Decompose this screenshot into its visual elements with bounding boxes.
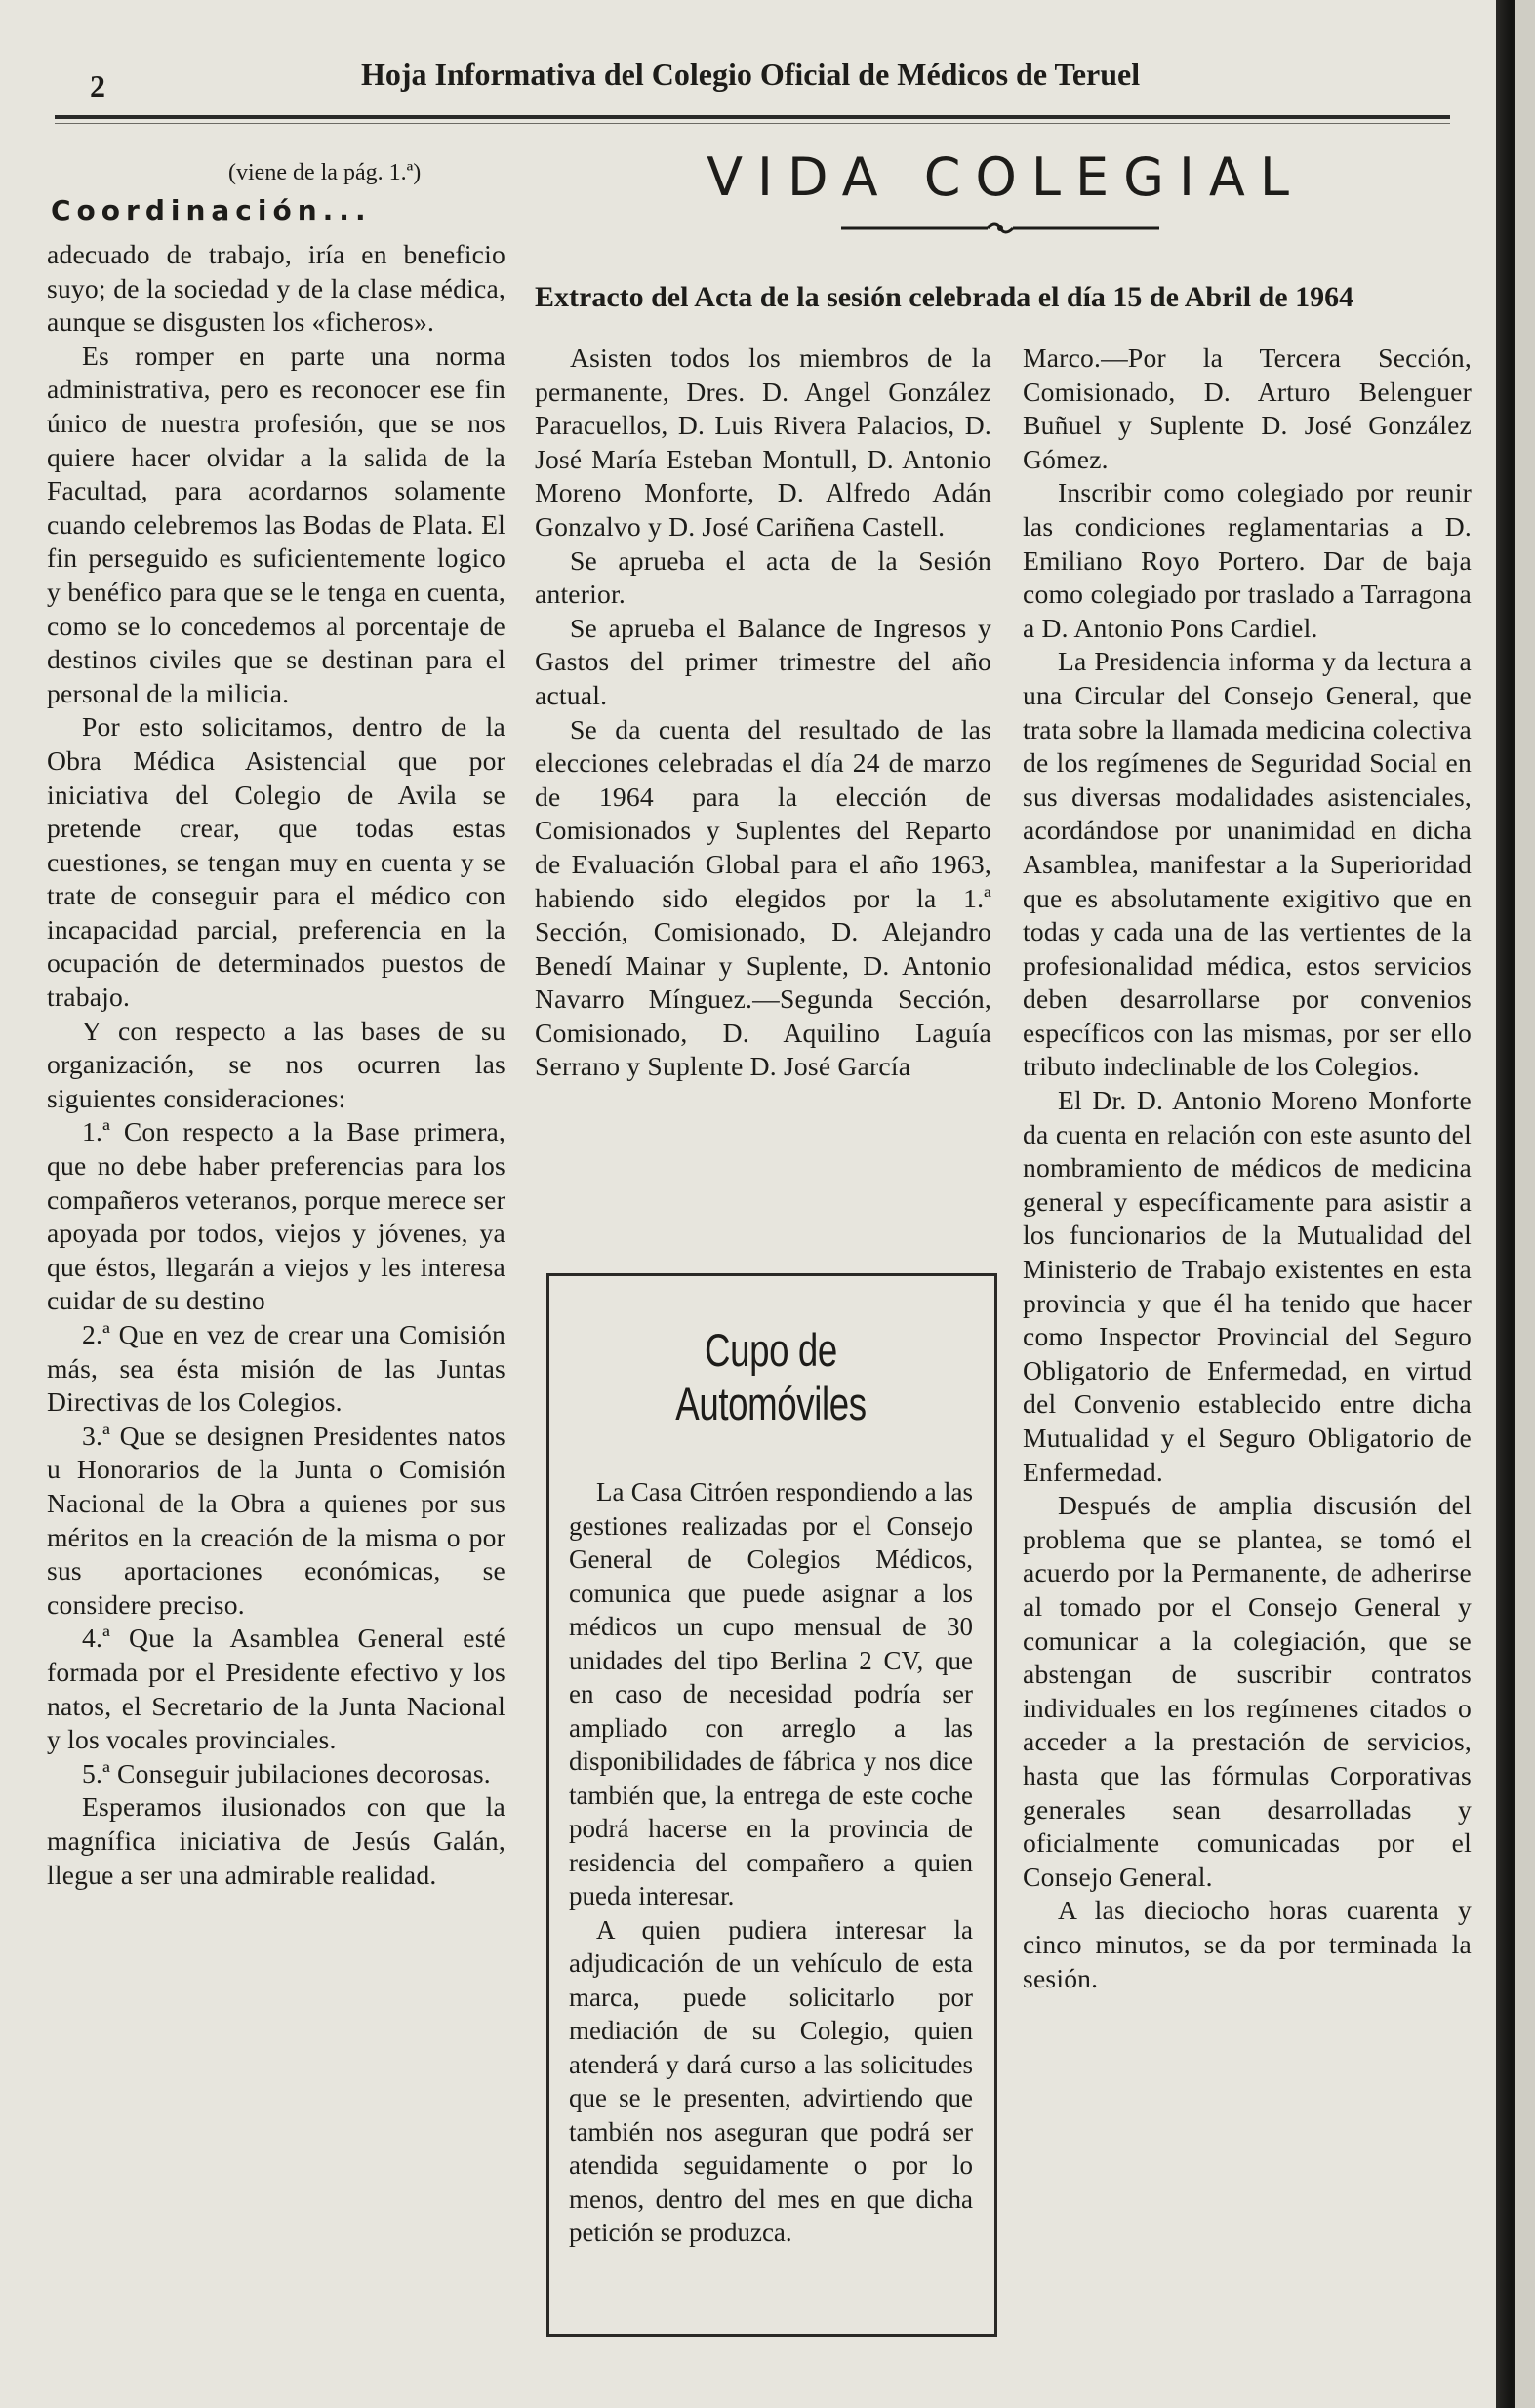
paragraph: Se da cuenta del resultado de las elecciones celebradas el día 24 de marzo de 1964 para la elección de Comisionados y Suplentes del Reparto de Evaluación Global para el año 1963, habiendo sido elegidos por la 1.ª Sección, Comisionado, D. Alejandro Benedí Mainar y Suplente, D. Antonio Navarro Mínguez.—Segunda Sección, Comisionado, D. Aquilino Laguía Serrano y Suplente D. José García	[535, 713, 991, 1082]
paragraph: Inscribir como colegiado por reunir las condiciones reglamentarias a D. Emiliano Royo Portero. Dar de baja como colegiado por traslado a Tarragona a D. Antonio Pons Cardiel.	[1023, 477, 1472, 643]
paragraph: A las dieciocho horas cuarenta y cinco minutos, se da por terminada la sesión.	[1023, 1895, 1472, 1993]
paragraph: 2.ª Que en vez de crear una Comisión más, sea ésta misión de las Juntas Directivas de los Colegios.	[47, 1319, 505, 1418]
continued-note: (viene de la pág. 1.ª)	[228, 160, 422, 185]
page-number: 2	[90, 68, 105, 103]
paragraph: Esperamos ilusionados con que la magnífica iniciativa de Jesús Galán, llegue a ser una admirable realidad.	[47, 1791, 505, 1890]
paragraph: Se aprueba el acta de la Sesión anterior.	[535, 544, 991, 610]
paragraph: 4.ª Que la Asamblea General esté formada por el Presidente efectivo y los natos, el Secretario de la Junta Nacional y los vocales provinciales.	[47, 1623, 505, 1755]
paragraph: Después de amplia discusión del problema que se plantea, se tomó el acuerdo por la Permanente, de adherirse al tomado por el Consejo General y comunicar a la colegiación, que se abstengan de suscribir contratos individuales en los regímenes citados o acceder a la prestación de servicios, hasta que las fórmulas Corporativas generales sean desarrolladas y oficialmente comunicadas por el Consejo General.	[1023, 1490, 1472, 1892]
middle-column	[535, 341, 991, 1084]
paragraph: Es romper en parte una norma administrativa, pero es reconocer ese fin único de nuestra profesión, que se nos quiere hacer olvidar a la salida de la Facultad, para acordarnos solamente cuando celebremos las Bodas de Plata. El fin perseguido es suficientemente logico y benéfico para que se le tenga en cuenta, como se lo concedemos al porcentaje de destinos civiles que se destinan para el personal de la milicia.	[47, 340, 505, 708]
paragraph: Se aprueba el Balance de Ingresos y Gastos del primer trimestre del año actual.	[535, 612, 991, 710]
publication-title: Hoja Informativa del Colegio Oficial de Médicos de Teruel	[361, 57, 1141, 92]
header-rule	[55, 115, 1450, 119]
running-head	[0, 57, 1496, 115]
paragraph: El Dr. D. Antonio Moreno Monforte da cuenta en relación con este asunto del nombramiento de médicos de medicina general y específicamente para asistir a los funcionarios de la Mutualidad del Ministerio de Trabajo existentes en esta provincia y que él ha tenido que hacer como Inspector Provincial del Seguro Obligatorio de Enfermedad, en virtud del Convenio establecido entre dicha Mutualidad y el Seguro Obligatorio de Enfermedad.	[1023, 1085, 1472, 1487]
paragraph: La Casa Citróen respondiendo a las gestiones realizadas por el Consejo General de Colegios Médicos, comunica que puede asignar a los médicos un cupo mensual de 30 unidades del tipo Berlina 2 CV, que en caso de necesidad podría ser ampliado con arreglo a las disponibilidades de fábrica y nos dice también que, la entrega de este coche podrá hacerse en la provincia de residencia del compañero a quien pueda interesar.	[569, 1477, 973, 1910]
box-title: Cupo de Automóviles	[675, 1324, 867, 1429]
left-column	[47, 142, 505, 1892]
cupo-automoviles-box	[546, 1273, 997, 2337]
paragraph: Asisten todos los miembros de la permanente, Dres. D. Angel González Paracuellos, D. Luis Rivera Palacios, D. José María Esteban Montull, D. Antonio Moreno Monforte, D. Alfredo Adán Gonzalvo y D. José Cariñena Castell.	[535, 342, 991, 542]
section-title: VIDA COLEGIAL	[707, 146, 1304, 208]
paragraph: 5.ª Conseguir jubilaciones decorosas.	[82, 1757, 491, 1788]
paragraph: Y con respecto a las bases de su organización, se nos ocurren las siguientes consideraciones:	[47, 1015, 505, 1113]
next-page-edge	[1515, 0, 1535, 2408]
paragraph: adecuado de trabajo, iría en beneficio suyo; de la sociedad y de la clase médica, aunque se disgusten los «ficheros».	[47, 239, 505, 338]
paragraph: Por esto solicitamos, dentro de la Obra Médica Asistencial que por iniciativa del Colegio de Avila se pretende crear, que todas estas cuestiones, se tengan muy en cuenta y se trate de conseguir para el médico con incapacidad parcial, preferencia en la ocupación de determinados puestos de trabajo.	[47, 711, 505, 1013]
paragraph: La Presidencia informa y da lectura a una Circular del Consejo General, que trata sobre la llamada medicina colectiva de los regímenes de Seguridad Social en sus diversas modalidades asistenciales, acordándose por unanimidad en dicha Asamblea, manifestar a la Superioridad que es absolutamente exigitivo que en todas y cada una de las vertientes de la profesionalidad médica, estos servicios deben desarrollarse por convenios específicos con las mismas, por ser ello tributo indeclinable de los Colegios.	[1023, 646, 1472, 1082]
paragraph: A quien pudiera interesar la adjudicación de un vehículo de esta marca, puede solicitarlo por mediación de su Colegio, quien atenderá y dará curso a las solicitudes que se le presenten, advirtiendo que también nos aseguran que podrá ser atendida seguidamente o por lo menos, dentro del mes en que dicha petición se produzca.	[569, 1914, 973, 2247]
ornament-rule-icon	[841, 219, 1159, 238]
acta-title: Extracto del Acta de la sesión celebrada el día 15 de Abril de 1964	[535, 281, 1354, 313]
paragraph: 1.ª Con respecto a la Base primera, que no debe haber preferencias para los compañeros veteranos, porque merece ser apoyada por todos, viejos y jóvenes, ya que éstos, llegarán a viejos y les interesa cuidar de su destino	[47, 1116, 505, 1316]
article-heading: Coordinación...	[51, 194, 372, 226]
header-rule-thin	[55, 123, 1450, 124]
paragraph: 3.ª Que se designen Presidentes natos u Honorarios de la Junta o Comisión Nacional de la Obra a quienes por sus méritos en la creación de la misma o por sus aportaciones económicas, se considere preciso.	[47, 1420, 505, 1620]
right-column	[1023, 341, 1472, 1995]
paragraph: Marco.—Por la Tercera Sección, Comisionado, D. Arturo Belenguer Buñuel y Suplente D. José González Gómez.	[1023, 342, 1472, 474]
